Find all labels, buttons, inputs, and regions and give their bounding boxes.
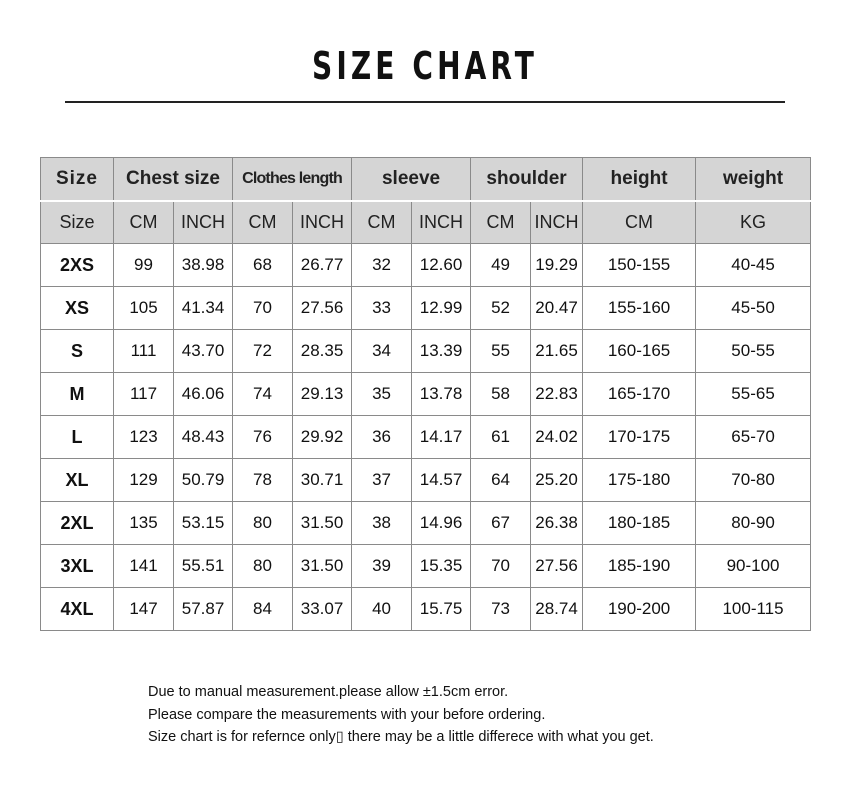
table-cell: 13.78: [412, 373, 471, 416]
table-cell: 34: [352, 330, 412, 373]
title-underline: [65, 101, 785, 103]
table-cell: 160-165: [583, 330, 696, 373]
page-title: SIZE CHART: [312, 44, 538, 88]
table-cell: 65-70: [696, 416, 811, 459]
table-cell: 70-80: [696, 459, 811, 502]
table-cell: 27.56: [531, 545, 583, 588]
table-cell: 28.35: [293, 330, 352, 373]
table-cell: 123: [114, 416, 174, 459]
table-cell: 141: [114, 545, 174, 588]
table-cell: 135: [114, 502, 174, 545]
table-cell: 61: [471, 416, 531, 459]
table-cell: 31.50: [293, 502, 352, 545]
header-shoulder: shoulder: [471, 158, 583, 202]
size-label-cell: XL: [41, 459, 114, 502]
size-label-cell: 4XL: [41, 588, 114, 631]
table-cell: 15.75: [412, 588, 471, 631]
table-cell: 76: [233, 416, 293, 459]
table-cell: 22.83: [531, 373, 583, 416]
table-cell: 35: [352, 373, 412, 416]
table-cell: 117: [114, 373, 174, 416]
table-cell: 28.74: [531, 588, 583, 631]
table-cell: 46.06: [174, 373, 233, 416]
table-cell: 84: [233, 588, 293, 631]
table-cell: 70: [233, 287, 293, 330]
table-cell: 12.99: [412, 287, 471, 330]
size-chart-table: [40, 157, 811, 631]
table-cell: 14.17: [412, 416, 471, 459]
table-cell: 37: [352, 459, 412, 502]
size-label-cell: S: [41, 330, 114, 373]
table-cell: 170-175: [583, 416, 696, 459]
table-cell: 21.65: [531, 330, 583, 373]
unit-header-row: [41, 201, 811, 244]
table-cell: 55-65: [696, 373, 811, 416]
measurement-notes: [148, 681, 654, 749]
size-label-cell: XS: [41, 287, 114, 330]
table-cell: 13.39: [412, 330, 471, 373]
table-cell: 180-185: [583, 502, 696, 545]
table-cell: 80: [233, 545, 293, 588]
table-cell: 38: [352, 502, 412, 545]
table-row: [41, 545, 811, 588]
unit-header: CM: [352, 201, 412, 244]
table-cell: 29.13: [293, 373, 352, 416]
table-cell: 99: [114, 244, 174, 287]
table-cell: 78: [233, 459, 293, 502]
table-cell: 26.38: [531, 502, 583, 545]
table-cell: 38.98: [174, 244, 233, 287]
table-cell: 57.87: [174, 588, 233, 631]
table-cell: 24.02: [531, 416, 583, 459]
table-cell: 175-180: [583, 459, 696, 502]
header-sleeve: sleeve: [352, 158, 471, 202]
table-cell: 48.43: [174, 416, 233, 459]
table-row: [41, 330, 811, 373]
unit-header: CM: [233, 201, 293, 244]
table-cell: 105: [114, 287, 174, 330]
table-cell: 155-160: [583, 287, 696, 330]
table-cell: 58: [471, 373, 531, 416]
table-cell: 55: [471, 330, 531, 373]
table-row: [41, 588, 811, 631]
unit-header: INCH: [412, 201, 471, 244]
table-cell: 12.60: [412, 244, 471, 287]
table-cell: 53.15: [174, 502, 233, 545]
table-cell: 67: [471, 502, 531, 545]
table-cell: 31.50: [293, 545, 352, 588]
table-cell: 14.57: [412, 459, 471, 502]
unit-header: CM: [583, 201, 696, 244]
table-cell: 165-170: [583, 373, 696, 416]
table-row: [41, 416, 811, 459]
unit-header: Size: [41, 201, 114, 244]
size-label-cell: 3XL: [41, 545, 114, 588]
table-cell: 36: [352, 416, 412, 459]
table-cell: 55.51: [174, 545, 233, 588]
table-cell: 41.34: [174, 287, 233, 330]
table-cell: 29.92: [293, 416, 352, 459]
table-cell: 52: [471, 287, 531, 330]
header-chest-size: Chest size: [114, 158, 233, 202]
unit-header: INCH: [531, 201, 583, 244]
size-label-cell: 2XL: [41, 502, 114, 545]
note-line: Due to manual measurement.please allow ±1.5cm error.: [148, 684, 509, 700]
table-cell: 80-90: [696, 502, 811, 545]
table-cell: 90-100: [696, 545, 811, 588]
table-cell: 25.20: [531, 459, 583, 502]
table-cell: 80: [233, 502, 293, 545]
table-cell: 30.71: [293, 459, 352, 502]
table-cell: 40-45: [696, 244, 811, 287]
unit-header: INCH: [174, 201, 233, 244]
table-cell: 64: [471, 459, 531, 502]
table-cell: 73: [471, 588, 531, 631]
table-cell: 19.29: [531, 244, 583, 287]
size-label-cell: 2XS: [41, 244, 114, 287]
table-row: [41, 502, 811, 545]
table-cell: 185-190: [583, 545, 696, 588]
unit-header: CM: [471, 201, 531, 244]
table-cell: 68: [233, 244, 293, 287]
table-cell: 26.77: [293, 244, 352, 287]
table-row: [41, 244, 811, 287]
table-cell: 150-155: [583, 244, 696, 287]
table-cell: 40: [352, 588, 412, 631]
table-cell: 147: [114, 588, 174, 631]
table-cell: 43.70: [174, 330, 233, 373]
note-line: Please compare the measurements with your before ordering.: [148, 706, 546, 723]
header-weight: weight: [696, 158, 811, 202]
size-rows: [41, 244, 811, 631]
table-cell: 14.96: [412, 502, 471, 545]
table-cell: 49: [471, 244, 531, 287]
size-label-cell: L: [41, 416, 114, 459]
table-cell: 100-115: [696, 588, 811, 631]
table-row: [41, 287, 811, 330]
header-height: height: [583, 158, 696, 202]
header-size: Size: [41, 158, 114, 202]
table-cell: 50-55: [696, 330, 811, 373]
table-cell: 70: [471, 545, 531, 588]
table-row: [41, 373, 811, 416]
table-cell: 111: [114, 330, 174, 373]
table-cell: 15.35: [412, 545, 471, 588]
header-clothes-length: Clothes length: [233, 158, 352, 202]
unit-header: KG: [696, 201, 811, 244]
table-cell: 45-50: [696, 287, 811, 330]
table-cell: 190-200: [583, 588, 696, 631]
table-cell: 72: [233, 330, 293, 373]
unit-header: INCH: [293, 201, 352, 244]
table-cell: 20.47: [531, 287, 583, 330]
table-cell: 129: [114, 459, 174, 502]
size-label-cell: M: [41, 373, 114, 416]
table-cell: 33: [352, 287, 412, 330]
table-cell: 33.07: [293, 588, 352, 631]
table-cell: 50.79: [174, 459, 233, 502]
table-cell: 74: [233, 373, 293, 416]
table-cell: 32: [352, 244, 412, 287]
note-line: Size chart is for refernce only▯ there may be a little differece with what you get.: [148, 729, 654, 745]
table-cell: 39: [352, 545, 412, 588]
unit-header: CM: [114, 201, 174, 244]
table-row: [41, 459, 811, 502]
table-cell: 27.56: [293, 287, 352, 330]
group-header-row: [41, 158, 811, 202]
